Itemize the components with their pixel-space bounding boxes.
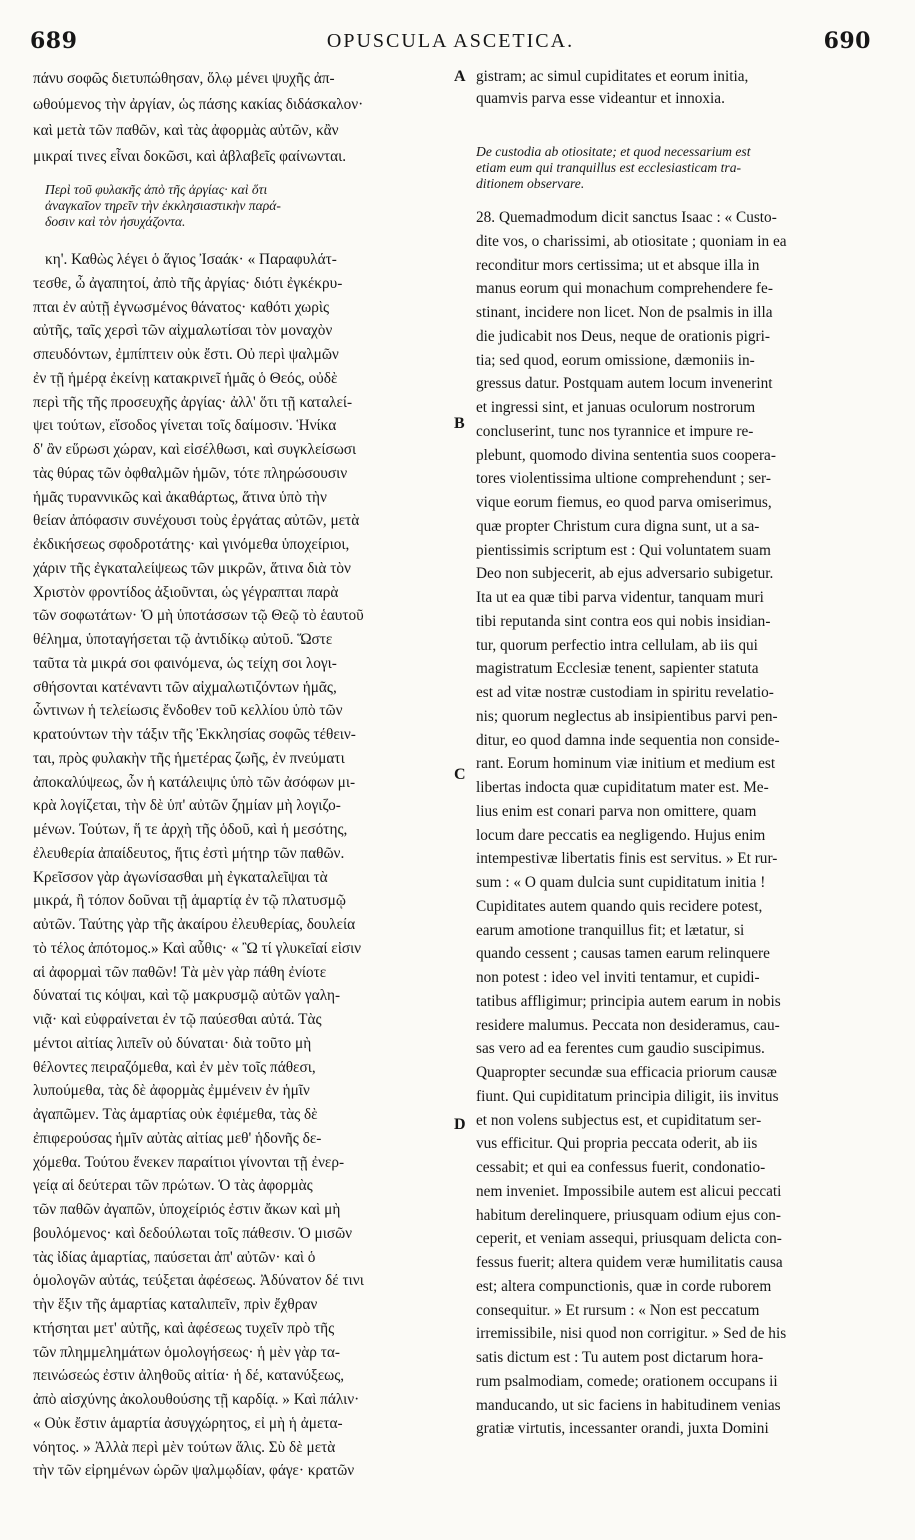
greek-text-line: ἐν τῇ ἡμέρᾳ ἐκείνῃ κατακρινεῖ ἡμᾶς ὁ Θεός, οὐδὲ: [33, 369, 338, 387]
latin-text-line: fessus fuerit; altera quidem veræ humilitatis causa: [476, 1254, 783, 1271]
latin-text-line: locum dare peccatis ea negligendo. Hujus enim: [476, 826, 766, 844]
latin-text-line: tia; sed quod, eorum omissione, dæmoniis in-: [476, 351, 755, 369]
latin-text-line: rant. Eorum hominum viæ initium et medium est: [476, 755, 776, 773]
latin-heading-line: De custodia ab otiositate; et quod necessarium est: [476, 144, 751, 159]
latin-text-line: reconditur mors certissima; ut et absque illa in: [476, 256, 760, 274]
latin-text-line: die judicabit nos Deus, neque de orationis pigri-: [476, 327, 770, 345]
greek-text-line: νιᾷ· καὶ εὐφραίνεται ἐν τῷ παύεσθαι αὐτά. Τὰς: [33, 1011, 322, 1028]
greek-text-line: Χριστὸν φροντίδος ἀξιοῦνται, ὡς γέγραπται παρὰ: [33, 583, 339, 601]
greek-text-line: κρατούντων τὴν τάξιν τῆς Ἐκκλησίας σοφῶς τέθειν-: [33, 726, 356, 743]
latin-text-line: est ad vitæ nostræ custodiam in spiritu revelatio-: [476, 684, 774, 701]
greek-text-line: χάριν τῆς ἐγκαταλείψεως τῶν μικρῶν, ἅτινα διὰ τὸν: [33, 559, 351, 577]
greek-column: [33, 66, 451, 1483]
latin-text-line: ditur, eo quod damna inde sequentia non conside-: [476, 731, 780, 749]
latin-text-line: cessabit; et qui ea confessus fuerit, condonatio-: [476, 1159, 766, 1176]
latin-text-line: et ingressi sint, et januas oculorum nostrorum: [476, 399, 756, 416]
greek-text-line: λυπούμεθα, τὰς δὲ ἀφορμὰς ἐμμένειν ἐν ἡμῖν: [33, 1082, 310, 1100]
latin-text-line: Deo non subjecerit, ab ejus adversario subigetur.: [476, 565, 774, 583]
greek-text-line: τὸ τέλος ἀπότομος.» Καὶ αὖθις· « Ὢ τί γλυκεῖαί εἰσιν: [33, 939, 362, 957]
latin-text-line: sum : « O quam dulcia sunt cupiditatum initia !: [476, 874, 766, 891]
greek-text-line: τεσθε, ὦ ἀγαπητοί, ἀπὸ τῆς ἀργίας· διότι ἐγκέκρυ-: [33, 274, 343, 292]
greek-section-body: [33, 248, 451, 1483]
greek-text-line: Κρεῖσσον γὰρ ἀγωνίσασθαι μὴ ἐγκαταλεῖψαι τὰ: [33, 868, 328, 886]
latin-section-body: [476, 206, 880, 1441]
greek-text-line: τὰς θύρας τῶν ὀφθαλμῶν ἡμῶν, τότε πληρώσουσιν: [33, 464, 348, 482]
latin-text-line: sas vero ad ea ferentes cum gaudio suscipimus.: [476, 1040, 765, 1058]
greek-text-line: τῶν παθῶν ἀγαπῶν, ὑποχείριός ἐστιν ἄκων καὶ μὴ: [33, 1201, 341, 1218]
latin-text-line: nis; quorum neglectus ab insipientibus parvi pen-: [476, 707, 778, 725]
latin-heading-line: etiam eum qui tranquillus est ecclesiasticam tra-: [476, 160, 742, 175]
greek-text-line: πεινώσεώς ἐστιν ἀληθοῦς αἰτία· ἡ δέ, κατανύξεως,: [33, 1367, 345, 1385]
latin-text-line: manducando, ut sic faciens in habitudinem venias: [476, 1396, 781, 1414]
greek-text-line: δύναταί τις κόψαι, καὶ τῷ μακρυσμῷ αὐτῶν γαλη-: [33, 987, 341, 1005]
greek-text-line: θέλημα, ὑποταγήσεται τῷ ἀντιδίκῳ αὐτοῦ. Ὥστε: [33, 631, 333, 648]
latin-text-line: Cupiditates autem quando quis recidere potest,: [476, 897, 763, 915]
latin-text-line: Quapropter secundæ sua efficacia priorum causæ: [476, 1064, 777, 1081]
greek-text-line: δ' ἂν εὕρωσι χώραν, καὶ εἰσέλθωσι, καὶ συγκλείσωσι: [33, 441, 357, 458]
latin-text-line: rum psalmodiam, comede; orationem occupans ii: [476, 1372, 778, 1390]
greek-text-line: βουλόμενος· καὶ δεδούλωται τοῖς πάθεσιν. Ὁ μισῶν: [33, 1224, 353, 1242]
running-header: [30, 28, 871, 62]
latin-text-line: 28. Quemadmodum dicit sanctus Isaac : « Custo-: [476, 209, 777, 226]
greek-text-line: αὐτῆς, ταῖς χερσὶ τῶν αἰχμαλωτίσαι τὸν μοναχὸν: [33, 322, 333, 340]
latin-text-line: tur, quorum perfectio intra cellulam, ab iis qui: [476, 636, 758, 654]
latin-text-line: quando cessent ; causas tamen earum relinquere: [476, 945, 770, 963]
greek-text-line: χόμεθα. Τούτου ἕνεκεν παραίτιοι γίνονται τῇ ἐνερ-: [33, 1153, 345, 1171]
greek-text-line: κρὰ λογίζεται, τὴν δὲ ὑπ' αὐτῶν ζημίαν μὴ λογιζο-: [33, 797, 341, 815]
latin-text-line: nem inveniet. Impossibile autem est alicui peccati: [476, 1182, 782, 1200]
greek-text-line: καὶ μετὰ τῶν παθῶν, καὶ τὰς ἀφορμὰς αὐτῶν, κἂν: [33, 122, 339, 139]
latin-text-line: ceperit, et veniam assequi, priusquam delicta con-: [476, 1230, 782, 1248]
greek-text-line: ἐκδικήσεως σφοδροτάτης· καὶ γινόμεθα ὑποχείριοι,: [33, 536, 350, 553]
latin-text-line: quæ propter Christum cura digna sunt, ut a sa-: [476, 517, 760, 535]
greek-heading-line: δοσιν καὶ τὸν ἡσυχάζοντα.: [45, 214, 186, 229]
greek-text-line: γείᾳ αἱ δεύτεραι τῶν πρώτων. Ὁ τὰς ἀφορμὰς: [33, 1177, 313, 1195]
latin-text-line: plebunt, quomodo divina sententia suos coopera-: [476, 446, 776, 464]
greek-text-line: ἐπιφερούσας ἡμῖν αὐτὰς αἰτίας μεθ' ἡδονῆς δε-: [33, 1129, 322, 1147]
latin-text-line: residere malumus. Peccata non desideramus, cau-: [476, 1016, 780, 1034]
greek-text-line: μένων. Τούτων, ἥ τε ἀρχὴ τῆς ὁδοῦ, καὶ ἡ μεσότης,: [33, 821, 348, 838]
page-number-left: 689: [30, 28, 78, 54]
greek-text-line: ἐλευθερία ἀπαίδευτος, ἥτις ἐστὶ μήτηρ τῶν παθῶν.: [33, 844, 345, 862]
greek-text-line: « Οὐκ ἔστιν ἁμαρτία ἀσυγχώρητος, εἰ μὴ ἡ ἀμετα-: [33, 1414, 343, 1432]
greek-text-line: τὴν ἕξιν τῆς ἁμαρτίας καταλιπεῖν, πρὶν ἔχθραν: [33, 1296, 318, 1313]
greek-heading-line: Περὶ τοῦ φυλακῆς ἀπὸ τῆς ἀργίας· καὶ ὅτι: [45, 182, 268, 197]
latin-text-line: tores violentissima ultione comprehendunt ; ser-: [476, 470, 771, 488]
latin-text-line: et non volens subjectus est, et cupiditatum ser-: [476, 1111, 762, 1129]
latin-text-line: pientissimis scriptum est : Qui voluntatem suam: [476, 541, 771, 559]
margin-letter-c: C: [454, 766, 466, 783]
greek-text-line: ωθούμενος τὴν ἀργίαν, ὡς πάσης κακίας διδάσκαλον·: [33, 96, 364, 113]
greek-text-line: αἱ ἀφορμαὶ τῶν παθῶν! Τὰ μὲν γὰρ πάθη ἐνίοτε: [33, 963, 327, 981]
latin-text-line: gressus datur. Postquam autem locum invenerint: [476, 375, 773, 393]
latin-text-line: tatibus affligimur; principia autem earum in nobis: [476, 992, 781, 1010]
latin-intro: [476, 66, 880, 110]
greek-text-line: θέλοντες πειραζόμεθα, καὶ ἐν μὲν τοῖς πάθεσι,: [33, 1058, 316, 1076]
latin-text-line: quamvis parva esse videantur et innoxia.: [476, 90, 725, 107]
latin-text-line: fiunt. Qui cupiditatum principia diligit, iis invitus: [476, 1087, 779, 1105]
greek-text-line: ται, πρὸς φυλακὴν τῆς ἡμετέρας ζωῆς, ἐν πνεύματι: [33, 749, 345, 767]
latin-text-line: Ita ut ea quæ tibi parva videntur, tanquam muri: [476, 589, 764, 606]
greek-text-line: πάνυ σοφῶς διετυπώθησαν, ὅλῳ μένει ψυχῆς ἀπ-: [33, 70, 335, 87]
latin-text-line: consequitur. » Et rursum : « Non est peccatum: [476, 1301, 760, 1319]
greek-text-line: τὰς ἰδίας ἁμαρτίας, παύσεται ἀπ' αὐτῶν· καὶ ὁ: [33, 1248, 316, 1266]
latin-text-line: libertas indocta quæ cupiditatum mater est. Me-: [476, 779, 769, 796]
greek-text-line: κη'. Καθὼς λέγει ὁ ἅγιος Ἰσαάκ· « Παραφυλάτ-: [45, 251, 337, 268]
greek-text-line: ἡμᾶς τυραννικῶς καὶ ἀκαθάρτως, ἅτινα ὑπὸ τὴν: [33, 488, 327, 506]
latin-text-line: vus efficitur. Qui propria peccata oderit, ab iis: [476, 1135, 758, 1153]
latin-text-line: magistratum Ecclesiæ tenent, sapienter statuta: [476, 660, 759, 678]
greek-text-line: ἀπὸ αἰσχύνης ἀκολουθούσης τῇ καρδίᾳ. » Καὶ πάλιν·: [33, 1391, 360, 1408]
greek-text-line: ὁμολογῶν αὐτάς, τεύξεται ἀφέσεως. Ἀδύνατον δέ τινι: [33, 1272, 364, 1290]
latin-text-line: est; altera compunctionis, quæ in corde ruborem: [476, 1277, 772, 1295]
latin-text-line: earum amotione tranquillus fit; et lætatur, si: [476, 921, 745, 939]
latin-heading-line: ditionem observare.: [476, 176, 585, 191]
greek-text-line: θείαν ἀπόφασιν συνέχουσι τοὺς ἐργάτας αὐτῶν, μετὰ: [33, 512, 360, 530]
latin-text-line: manus eorum qui monachum comprehendere fe-: [476, 280, 773, 298]
latin-text-line: dite vos, o charissimi, ab otiositate ; quoniam in ea: [476, 232, 787, 250]
latin-text-line: non potest : ideo vel inviti tentamur, et cupidi-: [476, 969, 760, 986]
margin-letter-b: B: [454, 415, 465, 432]
greek-text-line: κτήσηται μετ' αὐτῆς, καὶ ἀφέσεως τυχεῖν πρὸ τῆς: [33, 1319, 335, 1337]
latin-text-line: vique eorum fiemus, eo quod parva omiserimus,: [476, 494, 772, 511]
page-number-right: 690: [823, 28, 871, 54]
latin-text-line: habitum derelinquere, priusquam odium ejus con-: [476, 1206, 782, 1224]
latin-text-line: irremissibile, nisi quod non corrigitur. » Sed de his: [476, 1325, 787, 1343]
latin-text-line: gratiæ virtutis, incessanter orandi, juxta Domini: [476, 1420, 769, 1438]
greek-heading-line: ἀναγκαῖον τηρεῖν τὴν ἐκκλησιαστικὴν παρά-: [45, 198, 281, 213]
greek-text-line: μέντοι αἰτίας λιπεῖν οὐ δύναται· διὰ τοῦτο μὴ: [33, 1034, 312, 1052]
greek-section-heading: [33, 182, 451, 230]
running-title: OPUSCULA ASCETICA.: [326, 30, 575, 52]
greek-text-line: σθήσονται κατέναντι τῶν αἰχμαλωτιζόντων ἡμᾶς,: [33, 678, 337, 696]
greek-text-line: τῶν σοφωτάτων· Ὁ μὴ ὑποτάσσων τῷ Θεῷ τὸ ἑαυτοῦ: [33, 607, 364, 625]
greek-text-line: σπευδόντων, ἐμπίπτειν οὐκ ἔστι. Οὐ περὶ ψαλμῶν: [33, 346, 339, 363]
greek-intro: [33, 66, 451, 170]
margin-letter-a: A: [454, 68, 466, 85]
latin-text-line: tibi reputanda sint contra eos qui nobis insidian-: [476, 612, 771, 630]
greek-text-line: ταῦτα τὰ μικρά σοι φαινόμενα, ὡς τείχη σοι λογι-: [33, 654, 337, 672]
greek-text-line: αὐτῶν. Ταύτης γὰρ τῆς ἀκαίρου ἐλευθερίας, δουλεία: [33, 916, 356, 933]
latin-text-line: intempestivæ libertatis finis est servitus. » Et rur-: [476, 850, 778, 868]
greek-text-line: μικραί τινες εἶναι δοκῶσι, καὶ ἀβλαβεῖς φαίνωνται.: [33, 148, 347, 165]
latin-text-line: lius enim est conari parva non omittere, quam: [476, 802, 757, 820]
greek-text-line: νόητος. » Ἀλλὰ περὶ μὲν τούτων ἅλις. Σὺ δὲ μετὰ: [33, 1438, 336, 1456]
greek-text-line: ἀποκαλύψεως, ὧν ἡ κατάλειψις ὑπὸ τῶν ἀσόφων μι-: [33, 773, 356, 791]
latin-text-line: stinant, incidere non licet. Non de psalmis in illa: [476, 304, 773, 321]
greek-text-line: ὧντινων ἡ τελείωσις ἔνδοθεν τοῦ κελλίου ὑπὸ τῶν: [33, 702, 343, 720]
greek-text-line: ψει τούτων, εἴσοδος γίνεται τοῖς δαίμοσιν. Ἡνίκα: [33, 417, 337, 435]
greek-text-line: ἀγαπῶμεν. Τὰς ἁμαρτίας οὐκ ἐφιέμεθα, τὰς δὲ: [33, 1106, 318, 1123]
latin-column: [476, 66, 880, 1441]
greek-text-line: μικρά, ἢ τόπον δοῦναι τῇ ἁμαρτίᾳ ἐν τῷ πλατυσμῷ: [33, 892, 346, 910]
latin-section-heading: [476, 144, 880, 192]
latin-text-line: concluserint, tunc nos tyrannice et impure re-: [476, 422, 754, 440]
latin-text-line: satis dictum est : Tu autem post dictarum hora-: [476, 1349, 764, 1366]
margin-letter-d: D: [454, 1116, 466, 1133]
greek-text-line: τὴν τῶν εἰρημένων ὡρῶν ψαλμῳδίαν, φάγε· κρατῶν: [33, 1462, 355, 1480]
greek-text-line: πται ἐν αὐτῇ ἐγνωσμένος θάνατος· καθότι χωρὶς: [33, 298, 330, 316]
latin-text-line: gistram; ac simul cupiditates et eorum initia,: [476, 68, 749, 85]
greek-text-line: τῶν πλημμελημάτων ὁμολογήσεως· ἡ μὲν γὰρ τα-: [33, 1343, 340, 1361]
greek-text-line: περὶ τῆς τῆς προσευχῆς ἀργίας· ἀλλ' ὅτι τῇ καταλεί-: [33, 393, 353, 411]
